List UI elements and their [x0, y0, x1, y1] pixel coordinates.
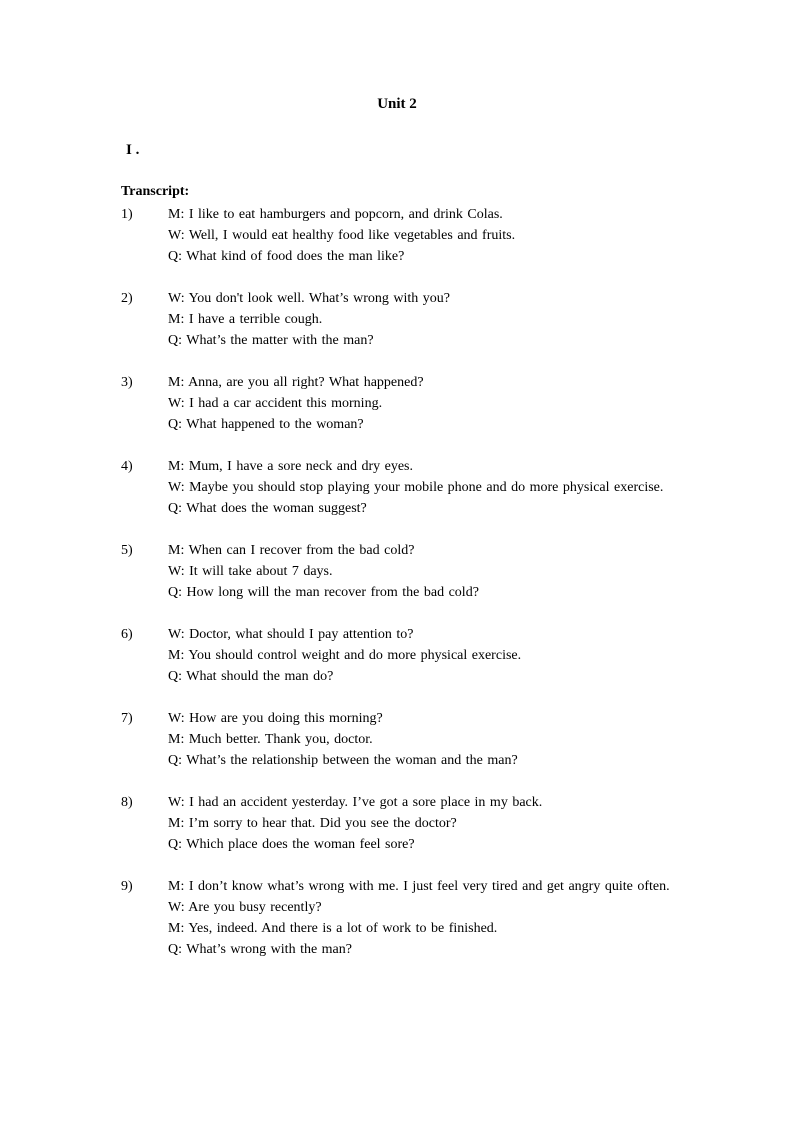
- dialogue-line: W: You don't look well. What’s wrong with you?: [168, 291, 450, 306]
- transcript-item: [121, 456, 681, 519]
- dialogue-line: Q: What does the woman suggest?: [168, 501, 367, 516]
- dialogue-line: Q: Which place does the woman feel sore?: [168, 837, 415, 852]
- dialogue-lines: [168, 792, 672, 855]
- transcript-item: [121, 708, 681, 771]
- dialogue-line: W: Maybe you should stop playing your mobile phone and do more physical exercise.: [168, 480, 664, 495]
- dialogue-line: Q: What’s the matter with the man?: [168, 333, 374, 348]
- dialogue-line: W: Are you busy recently?: [168, 900, 322, 915]
- dialogue-line: M: I like to eat hamburgers and popcorn, and drink Colas.: [168, 207, 503, 222]
- item-number: 6): [121, 627, 133, 642]
- dialogue-line: M: Much better. Thank you, doctor.: [168, 732, 373, 747]
- dialogue-line: Q: What’s the relationship between the woman and the man?: [168, 753, 518, 768]
- transcript-item: [121, 540, 681, 603]
- dialogue-line: M: Yes, indeed. And there is a lot of work to be finished.: [168, 921, 498, 936]
- section-heading: I .: [126, 142, 140, 158]
- transcript-item: [121, 288, 681, 351]
- dialogue-line: Q: How long will the man recover from the bad cold?: [168, 585, 479, 600]
- dialogue-line: W: I had an accident yesterday. I’ve got a sore place in my back.: [168, 795, 543, 810]
- dialogue-line: M: You should control weight and do more physical exercise.: [168, 648, 522, 663]
- item-number: 3): [121, 375, 133, 390]
- transcript-item: [121, 876, 681, 960]
- item-number: 8): [121, 795, 133, 810]
- dialogue-line: M: When can I recover from the bad cold?: [168, 543, 415, 558]
- dialogue-line: M: I don’t know what’s wrong with me. I just feel very tired and get angry quite often.: [168, 879, 670, 894]
- dialogue-line: M: Mum, I have a sore neck and dry eyes.: [168, 459, 413, 474]
- item-number: 7): [121, 711, 133, 726]
- item-number: 5): [121, 543, 133, 558]
- unit-title: Unit 2: [377, 96, 417, 112]
- item-number: 4): [121, 459, 133, 474]
- dialogue-line: Q: What happened to the woman?: [168, 417, 364, 432]
- dialogue-lines: [168, 372, 672, 435]
- item-number: 2): [121, 291, 133, 306]
- dialogue-lines: [168, 708, 672, 771]
- dialogue-lines: [168, 204, 672, 267]
- item-number: 9): [121, 879, 133, 894]
- transcript-item: [121, 372, 681, 435]
- transcript-item: [121, 624, 681, 687]
- dialogue-lines: [168, 456, 672, 519]
- dialogue-line: M: I have a terrible cough.: [168, 312, 323, 327]
- transcript-item: [121, 204, 681, 267]
- dialogue-line: W: It will take about 7 days.: [168, 564, 333, 579]
- dialogue-line: Q: What should the man do?: [168, 669, 334, 684]
- dialogue-lines: [168, 288, 672, 351]
- dialogue-lines: [168, 540, 672, 603]
- dialogue-line: W: I had a car accident this morning.: [168, 396, 383, 411]
- dialogue-line: Q: What kind of food does the man like?: [168, 249, 405, 264]
- transcript-item: [121, 792, 681, 855]
- dialogue-line: W: Doctor, what should I pay attention to?: [168, 627, 414, 642]
- transcript-items: [121, 204, 681, 981]
- dialogue-line: W: How are you doing this morning?: [168, 711, 383, 726]
- transcript-label: Transcript:: [121, 184, 190, 199]
- dialogue-lines: [168, 876, 672, 960]
- dialogue-line: Q: What’s wrong with the man?: [168, 942, 352, 957]
- dialogue-line: W: Well, I would eat healthy food like vegetables and fruits.: [168, 228, 516, 243]
- dialogue-line: M: Anna, are you all right? What happened?: [168, 375, 424, 390]
- dialogue-lines: [168, 624, 672, 687]
- item-number: 1): [121, 207, 133, 222]
- dialogue-line: M: I’m sorry to hear that. Did you see the doctor?: [168, 816, 457, 831]
